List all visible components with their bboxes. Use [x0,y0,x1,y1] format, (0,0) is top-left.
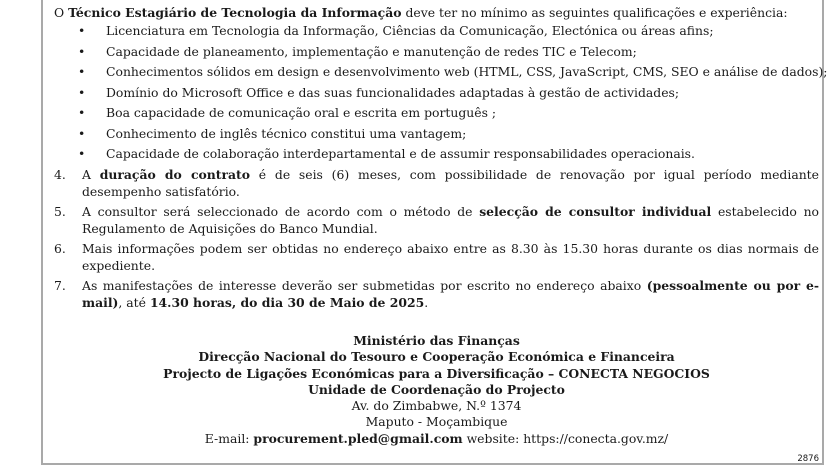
qualification-item: • Capacidade de planeamento, implementação e manutenção de redes TIC e Telecom; [54,43,819,64]
item-number: 4. [54,166,66,182]
intro-suffix: deve ter no mínimo as seguintes qualificações e experiência: [401,5,788,20]
reference-number: 2876 [797,454,819,464]
item-text: estabelecido no Regulamento de Aquisições do Banco Mundial. [82,203,820,236]
contact-line [54,431,819,447]
item-bold-text: (pessoalmente ou por e-mail) [82,277,819,310]
item-contract-duration [54,166,819,200]
item-selection-method [54,203,819,237]
item-number: 6. [54,240,66,256]
email-link[interactable]: procurement.pled@gmail.com [253,430,463,446]
item-submission-deadline [54,277,819,311]
item-more-information [54,240,819,274]
item-text: As manifestações de interesse deverão ser submetidas por escrito no endereço abaixo [82,277,647,293]
item-text: . [424,294,429,310]
qualification-item: • Licenciatura em Tecnologia da Informação, Ciências da Comunicação, Electónica ou áreas afins; [54,22,819,43]
street-address: Av. do Zimbabwe, N.º 1374 [351,398,522,414]
item-number: 7. [54,277,66,293]
intro-role: Técnico Estagiário de Tecnologia da Informação [68,5,402,20]
qualifications-intro [54,4,819,21]
directorate-name: Direcção Nacional do Tesouro e Cooperação Económica e Financeira [198,349,675,365]
unit-name: Unidade de Coordenação do Projecto [308,381,565,397]
notice-items [54,166,819,311]
qualification-item: • Conhecimento de inglês técnico constitui uma vantagem; [54,125,819,146]
item-text: é de seis (6) meses, com possibilidade de renovação por igual período mediante desempenho satisfatório. [82,166,819,199]
project-name: Projecto de Ligações Económicas para a Diversificação – CONECTA NEGOCIOS [163,365,710,381]
qualifications-list [54,22,828,166]
contact-block [54,333,819,447]
item-text: , até [118,294,150,310]
item-text: A [82,166,100,182]
email-label: E-mail: [204,430,254,446]
item-number: 5. [54,203,66,219]
ministry-name: Ministério das Finanças [353,333,520,348]
item-deadline: 14.30 horas, do dia 30 de Maio de 2025 [149,294,425,310]
item-bold-text: duração do contrato [99,166,251,182]
item-text: Mais informações podem ser obtidas no endereço abaixo entre as 8.30 às 15.30 horas durante os dias normais de expediente. [82,240,819,273]
intro-prefix: O [54,5,69,20]
qualification-item: • Capacidade de colaboração interdepartamental e de assumir responsabilidades operacionais. [54,145,819,166]
website-link[interactable]: https://conecta.gov.mz/ [523,430,669,446]
notice-body [54,4,828,311]
website-label: website: [462,430,524,446]
item-bold-text: selecção de consultor individual [479,203,712,219]
city-country: Maputo - Moçambique [365,414,508,430]
qualification-item: • Boa capacidade de comunicação oral e escrita em português ; [54,104,819,125]
qualification-item: • Conhecimentos sólidos em design e desenvolvimento web (HTML, CSS, JavaScript, CMS, SEO e análise de dados); [54,63,819,84]
qualification-item: • Domínio do Microsoft Office e das suas funcionalidades adaptadas à gestão de actividades; [54,84,819,105]
item-text: A consultor será seleccionado de acordo com o método de [82,203,480,219]
